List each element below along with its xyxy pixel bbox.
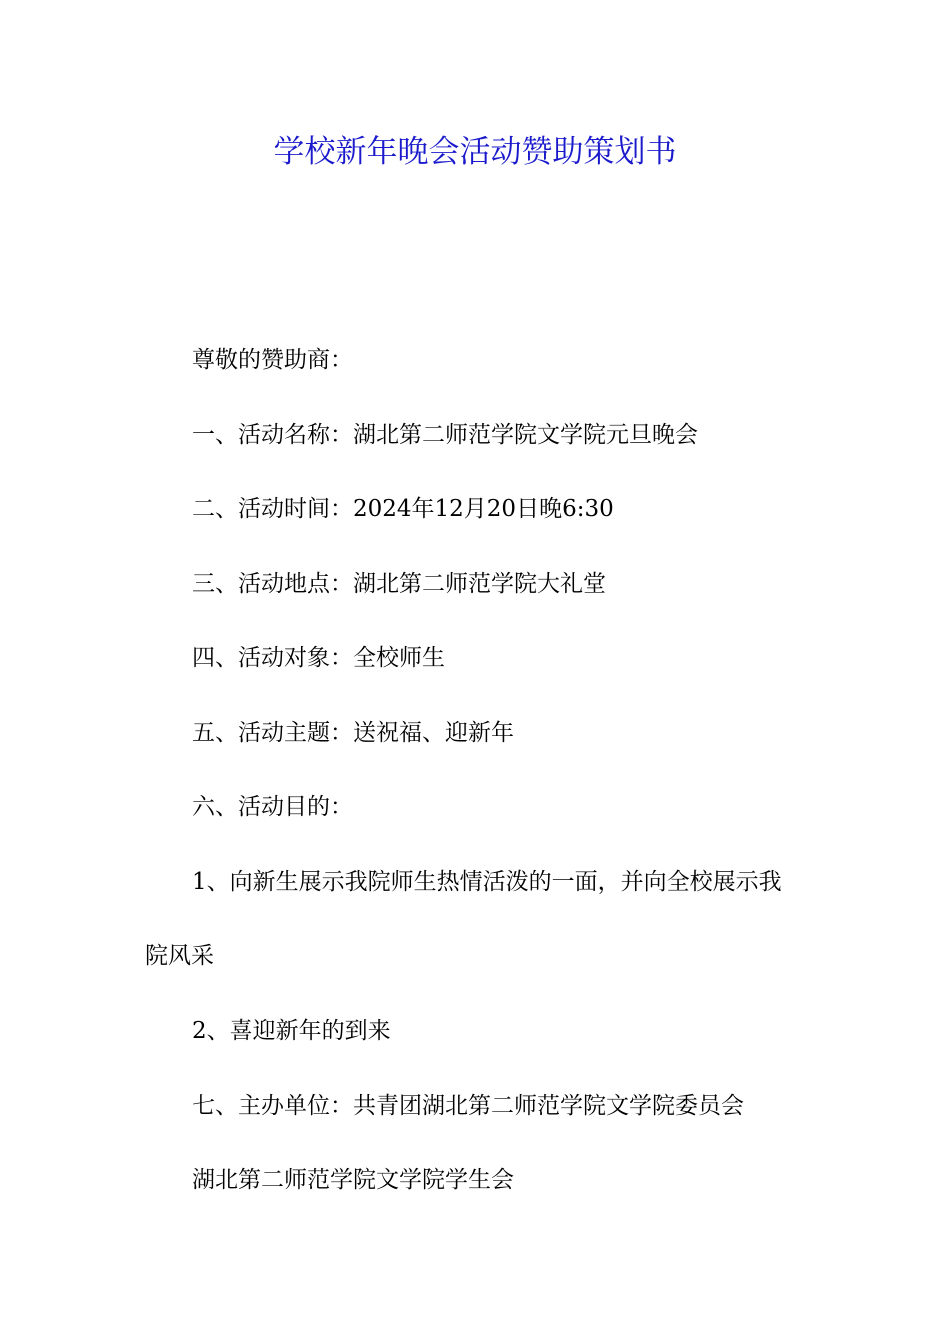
item-organizer: 七、主办单位：共青团湖北第二师范学院文学院委员会: [192, 1093, 744, 1119]
item-activity-time: 二、活动时间：2024年12月20日晚6:30: [192, 496, 614, 522]
item-activity-location: 三、活动地点：湖北第二师范学院大礼堂: [192, 571, 606, 597]
purpose-point-1: 1、向新生展示我院师生热情活泼的一面，并向全校展示我: [192, 869, 782, 895]
document-title: 学校新年晚会活动赞助策划书: [273, 134, 677, 170]
item-activity-name: 一、活动名称：湖北第二师范学院文学院元旦晚会: [192, 422, 698, 448]
organizer-second: 湖北第二师范学院文学院学生会: [192, 1167, 514, 1193]
item-activity-theme: 五、活动主题：送祝福、迎新年: [192, 720, 514, 746]
purpose-point-2: 2、喜迎新年的到来: [192, 1018, 391, 1044]
purpose-point-1-continued: 院风采: [145, 943, 214, 969]
salutation: 尊敬的赞助商：: [192, 347, 353, 373]
item-activity-purpose: 六、活动目的：: [192, 794, 353, 820]
item-activity-audience: 四、活动对象：全校师生: [192, 645, 445, 671]
